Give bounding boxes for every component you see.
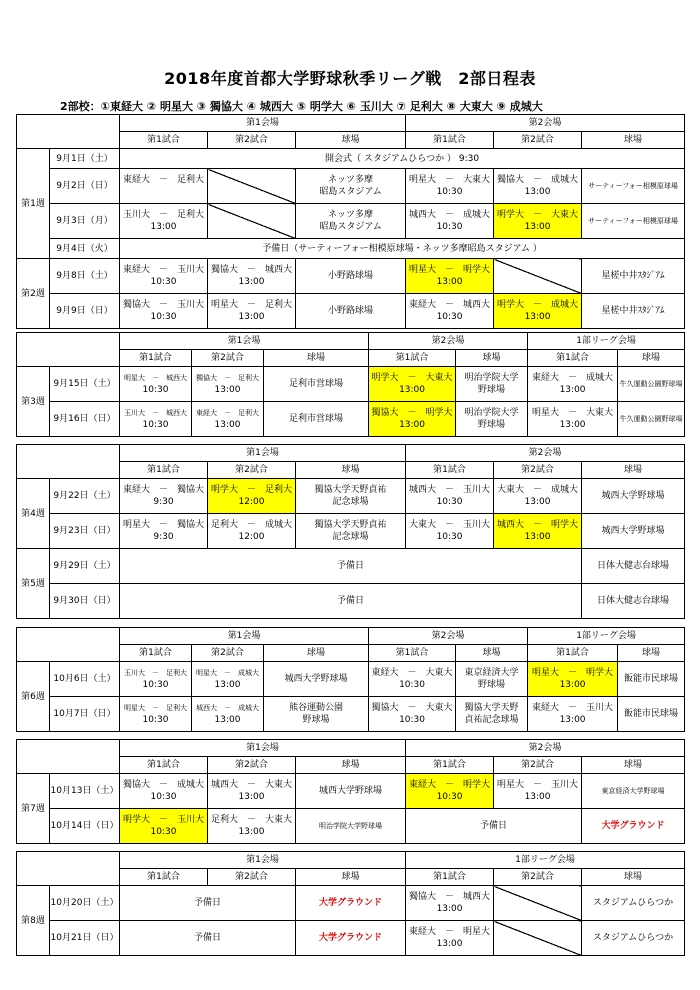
game-cell-highlight: 城西大 － 明学大 13:00: [494, 514, 582, 549]
game1-header: 第1試合: [120, 350, 192, 367]
game1-header: 第1試合: [528, 350, 618, 367]
venue1-header: 第1会場: [120, 740, 406, 757]
table-row: [17, 367, 685, 402]
game-cell: 東経大 － 足利大 13:00: [192, 402, 264, 437]
table-row: [17, 697, 685, 732]
venue1-header: 第1会場: [120, 628, 369, 645]
game-cell: 大東大 － 成城大 13:00: [494, 479, 582, 514]
schedule-table: [16, 114, 685, 329]
date-cell: 9月9日（日）: [50, 294, 120, 329]
empty-slot: [494, 886, 582, 921]
league1-header: 1部リーグ会場: [406, 852, 685, 869]
opening-ceremony: 開会式（ スタジアムひらつか ） 9:30: [120, 149, 685, 169]
empty-slot: [494, 921, 582, 956]
week-label: 第5週: [17, 549, 50, 619]
field-cell: 大学グラウンド: [582, 809, 685, 844]
field-cell: 城西大学野球場: [296, 774, 406, 809]
header-row: [17, 333, 685, 350]
game1-header: 第1試合: [369, 350, 456, 367]
table-row: [17, 921, 685, 956]
game2-header: 第2試合: [494, 757, 582, 774]
game1-header: 第1試合: [406, 132, 494, 149]
date-cell: 9月2日（日）: [50, 169, 120, 204]
venue1-header: 第1会場: [120, 445, 406, 462]
field-header: 球場: [296, 462, 406, 479]
game2-header: 第2試合: [494, 132, 582, 149]
venue2-header: 第2会場: [406, 445, 685, 462]
reserve-day: 予備日（サーティーフォー相模原球場・ネッツ多摩昭島スタジアム ）: [120, 239, 685, 259]
game-cell: 東経大 － 玉川大 10:30: [120, 259, 208, 294]
venue1-header: 第1会場: [120, 333, 369, 350]
schedule-table-w3: [16, 332, 685, 437]
field-header: 球場: [296, 869, 406, 886]
date-cell: 9月3日（月）: [50, 204, 120, 239]
game-cell: 明星大 － 大東大 13:00: [528, 402, 618, 437]
game-cell: 東経大 － 足利大: [120, 169, 208, 204]
field-cell: ネッツ多摩 昭島スタジアム: [296, 204, 406, 239]
game1-header: 第1試合: [120, 757, 208, 774]
table-row: [17, 774, 685, 809]
game-cell-highlight: 東経大 － 明学大 10:30: [406, 774, 494, 809]
game2-header: 第2試合: [208, 869, 296, 886]
field-cell: 明治学院大学野球場: [296, 809, 406, 844]
venue1-header: 第1会場: [120, 115, 406, 132]
date-cell: 10月21日（日）: [50, 921, 120, 956]
date-cell: 9月4日（火）: [50, 239, 120, 259]
field-header: 球場: [456, 645, 528, 662]
date-cell: 9月30日（日）: [50, 584, 120, 619]
header-row: [17, 740, 685, 757]
venue2-header: 第2会場: [369, 333, 528, 350]
field-cell: ネッツ多摩 昭島スタジアム: [296, 169, 406, 204]
venue2-header: 第2会場: [406, 740, 685, 757]
game-cell: 東経大 － 成城大 13:00: [528, 367, 618, 402]
field-cell: スタジアムひらつか: [582, 886, 685, 921]
date-cell: 9月16日（日）: [50, 402, 120, 437]
week-label: 第2週: [17, 259, 50, 329]
game-cell: 城西大 － 成城大 10:30: [406, 204, 494, 239]
game-cell: 東経大 － 城西大 10:30: [406, 294, 494, 329]
game-cell-highlight: 明学大 － 成城大 13:00: [494, 294, 582, 329]
reserve-day: 予備日: [120, 584, 582, 619]
game1-header: 第1試合: [120, 462, 208, 479]
date-cell: 10月6日（土）: [50, 662, 120, 697]
field-cell: 大学グラウンド: [296, 921, 406, 956]
field-header: 球場: [296, 132, 406, 149]
teams-list: 2部校：①東経大 ② 明星大 ③ 獨協大 ④ 城西大 ⑤ 明学大 ⑥ 玉川大 ⑦ 足利大 ⑧ 大東大 ⑨ 成城大: [60, 100, 543, 113]
venue2-header: 第2会場: [406, 115, 685, 132]
table-row: [17, 259, 685, 294]
field-cell: 城西大学野球場: [582, 514, 685, 549]
field-cell: 明治学院大学 野球場: [456, 402, 528, 437]
field-cell: 明治学院大学 野球場: [456, 367, 528, 402]
field-cell: 城西大学野球場: [264, 662, 369, 697]
date-cell: 9月23日（日）: [50, 514, 120, 549]
field-cell: 日体大健志台球場: [582, 549, 685, 584]
field-cell: 獨協大学天野貞祐 記念球場: [296, 479, 406, 514]
field-header: 球場: [582, 757, 685, 774]
header-row: [17, 115, 685, 132]
game2-header: 第2試合: [208, 132, 296, 149]
game-cell: 東経大 － 獨協大 9:30: [120, 479, 208, 514]
game-cell: 明星大 － 獨協大 9:30: [120, 514, 208, 549]
table-row: [17, 149, 685, 169]
game-cell: 玉川大 － 城西大 10:30: [120, 402, 192, 437]
field-header: 球場: [618, 350, 685, 367]
field-header: 球場: [296, 757, 406, 774]
field-cell: 日体大健志台球場: [582, 584, 685, 619]
field-header: 球場: [582, 869, 685, 886]
field-cell: 東京経済大学 野球場: [456, 662, 528, 697]
field-header: 球場: [264, 645, 369, 662]
date-cell: 9月29日（土）: [50, 549, 120, 584]
league1-header: 1部リーグ会場: [528, 628, 685, 645]
game-cell: 東経大 － 明星大 13:00: [406, 921, 494, 956]
week-label: 第4週: [17, 479, 50, 549]
game-cell: 獨協大 － 城西大 13:00: [406, 886, 494, 921]
field-header: 球場: [618, 645, 685, 662]
date-cell: 10月13日（土）: [50, 774, 120, 809]
empty-slot: [208, 169, 296, 204]
venue2-header: 第2会場: [369, 628, 528, 645]
game-cell-highlight: 明星大 － 明学大 13:00: [406, 259, 494, 294]
game-cell: 城西大 － 大東大 13:00: [208, 774, 296, 809]
game1-header: 第1試合: [406, 757, 494, 774]
header-row: [17, 628, 685, 645]
schedule-table-w7: [16, 739, 685, 844]
header-row: [17, 852, 685, 869]
date-cell: 9月1日（土）: [50, 149, 120, 169]
game-cell: 獨協大 － 城西大 13:00: [208, 259, 296, 294]
game1-header: 第1試合: [120, 132, 208, 149]
reserve-day: 予備日: [120, 921, 296, 956]
game1-header: 第1試合: [120, 645, 192, 662]
table-row: [17, 886, 685, 921]
field-cell: スタジアムひらつか: [582, 921, 685, 956]
field-cell: 獨協大学天野貞祐 記念球場: [296, 514, 406, 549]
game-cell: 城西大 － 成城大 13:00: [192, 697, 264, 732]
date-cell: 9月15日（土）: [50, 367, 120, 402]
field-header: 球場: [582, 132, 685, 149]
game-cell: 明星大 － 玉川大 13:00: [494, 774, 582, 809]
field-cell: 星槎中井ｽﾀｼﾞｱﾑ: [582, 294, 685, 329]
game2-header: 第2試合: [208, 462, 296, 479]
game-cell: 明星大 － 足利大 10:30: [120, 697, 192, 732]
field-cell: 牛久運動公園野球場: [618, 402, 685, 437]
game-cell: 玉川大 － 足利大 13:00: [120, 204, 208, 239]
game1-header: 第1試合: [528, 645, 618, 662]
game-cell: 玉川大 － 足利大 10:30: [120, 662, 192, 697]
schedule-table-w8: [16, 851, 685, 956]
game-cell: 城西大 － 玉川大 10:30: [406, 479, 494, 514]
field-cell: 大学グラウンド: [296, 886, 406, 921]
empty-slot: [494, 259, 582, 294]
field-cell: 熊谷運動公園 野球場: [264, 697, 369, 732]
field-cell: 獨協大学天野 貞祐記念球場: [456, 697, 528, 732]
game-cell: 明星大 － 城西大 10:30: [120, 367, 192, 402]
table-row: [17, 169, 685, 204]
game-cell-highlight: 獨協大 － 明学大 13:00: [369, 402, 456, 437]
game-cell: 大東大 － 玉川大 10:30: [406, 514, 494, 549]
game2-header: 第2試合: [192, 350, 264, 367]
date-cell: 10月7日（日）: [50, 697, 120, 732]
game2-header: 第2試合: [494, 869, 582, 886]
date-cell: 10月20日（土）: [50, 886, 120, 921]
game2-header: 第2試合: [494, 462, 582, 479]
league1-header: 1部リーグ会場: [528, 333, 685, 350]
week-label: 第1週: [17, 149, 50, 259]
venue1-header: 第1会場: [120, 852, 406, 869]
table-row: [17, 204, 685, 239]
table-row: [17, 809, 685, 844]
field-cell: サーティーフォー相模原球場: [582, 169, 685, 204]
date-cell: 9月22日（土）: [50, 479, 120, 514]
game-cell: 獨協大 － 玉川大 10:30: [120, 294, 208, 329]
game2-header: 第2試合: [208, 757, 296, 774]
table-row: [17, 584, 685, 619]
game1-header: 第1試合: [120, 869, 208, 886]
game-cell-highlight: 明学大 － 大東大 13:00: [369, 367, 456, 402]
field-cell: 牛久運動公園野球場: [618, 367, 685, 402]
game-cell: 東経大 － 玉川大 13:00: [528, 697, 618, 732]
game1-header: 第1試合: [369, 645, 456, 662]
page-title: 2018年度首都大学野球秋季リーグ戦 2部日程表: [164, 69, 536, 88]
game-cell-highlight: 明学大 － 大東大 13:00: [494, 204, 582, 239]
game2-header: 第2試合: [192, 645, 264, 662]
field-cell: 小野路球場: [296, 259, 406, 294]
table-row: [17, 662, 685, 697]
field-cell: 足利市営球場: [264, 402, 369, 437]
game-cell-highlight: 明学大 － 足利大 12:00: [208, 479, 296, 514]
field-cell: 飯能市民球場: [618, 697, 685, 732]
week-label: 第8週: [17, 886, 50, 956]
game-cell: 明星大 － 足利大 13:00: [208, 294, 296, 329]
game-cell: 足利大 － 大東大 13:00: [208, 809, 296, 844]
field-cell: 城西大学野球場: [582, 479, 685, 514]
schedule-table-w4: [16, 444, 685, 619]
field-cell: 足利市営球場: [264, 367, 369, 402]
field-header: 球場: [582, 462, 685, 479]
game-cell: 東経大 － 大東大 10:30: [369, 662, 456, 697]
reserve-day: 予備日: [120, 549, 582, 584]
date-cell: 9月8日（土）: [50, 259, 120, 294]
game-cell: 獨協大 － 成城大 13:00: [494, 169, 582, 204]
field-cell: 飯能市民球場: [618, 662, 685, 697]
table-row: [17, 549, 685, 584]
table-row: [17, 479, 685, 514]
date-cell: 10月14日（日）: [50, 809, 120, 844]
game-cell: 明星大 － 大東大 10:30: [406, 169, 494, 204]
reserve-day: 予備日: [120, 886, 296, 921]
field-header: 球場: [456, 350, 528, 367]
header-row: [17, 445, 685, 462]
empty-slot: [208, 204, 296, 239]
game1-header: 第1試合: [406, 869, 494, 886]
schedule-table-w6: [16, 627, 685, 732]
field-cell: サーティーフォー相模原球場: [582, 204, 685, 239]
table-row: [17, 402, 685, 437]
table-row: [17, 239, 685, 259]
game-cell: 明星大 － 成城大 13:00: [192, 662, 264, 697]
game-cell: 足利大 － 成城大 12:00: [208, 514, 296, 549]
game-cell-highlight: 明星大 － 明学大 13:00: [528, 662, 618, 697]
game-cell: 獨協大 － 成城大 10:30: [120, 774, 208, 809]
field-cell: 東京経済大学野球場: [582, 774, 685, 809]
reserve-day: 予備日: [406, 809, 582, 844]
field-cell: 小野路球場: [296, 294, 406, 329]
game1-header: 第1試合: [406, 462, 494, 479]
field-cell: 星槎中井ｽﾀｼﾞｱﾑ: [582, 259, 685, 294]
field-header: 球場: [264, 350, 369, 367]
week-label: 第3週: [17, 367, 50, 437]
week-label: 第7週: [17, 774, 50, 844]
table-row: [17, 514, 685, 549]
table-row: [17, 294, 685, 329]
week-label: 第6週: [17, 662, 50, 732]
game-cell: 獨協大 － 大東大 10:30: [369, 697, 456, 732]
game-cell-highlight: 明学大 － 玉川大 10:30: [120, 809, 208, 844]
game-cell: 獨協大 － 足利大 13:00: [192, 367, 264, 402]
